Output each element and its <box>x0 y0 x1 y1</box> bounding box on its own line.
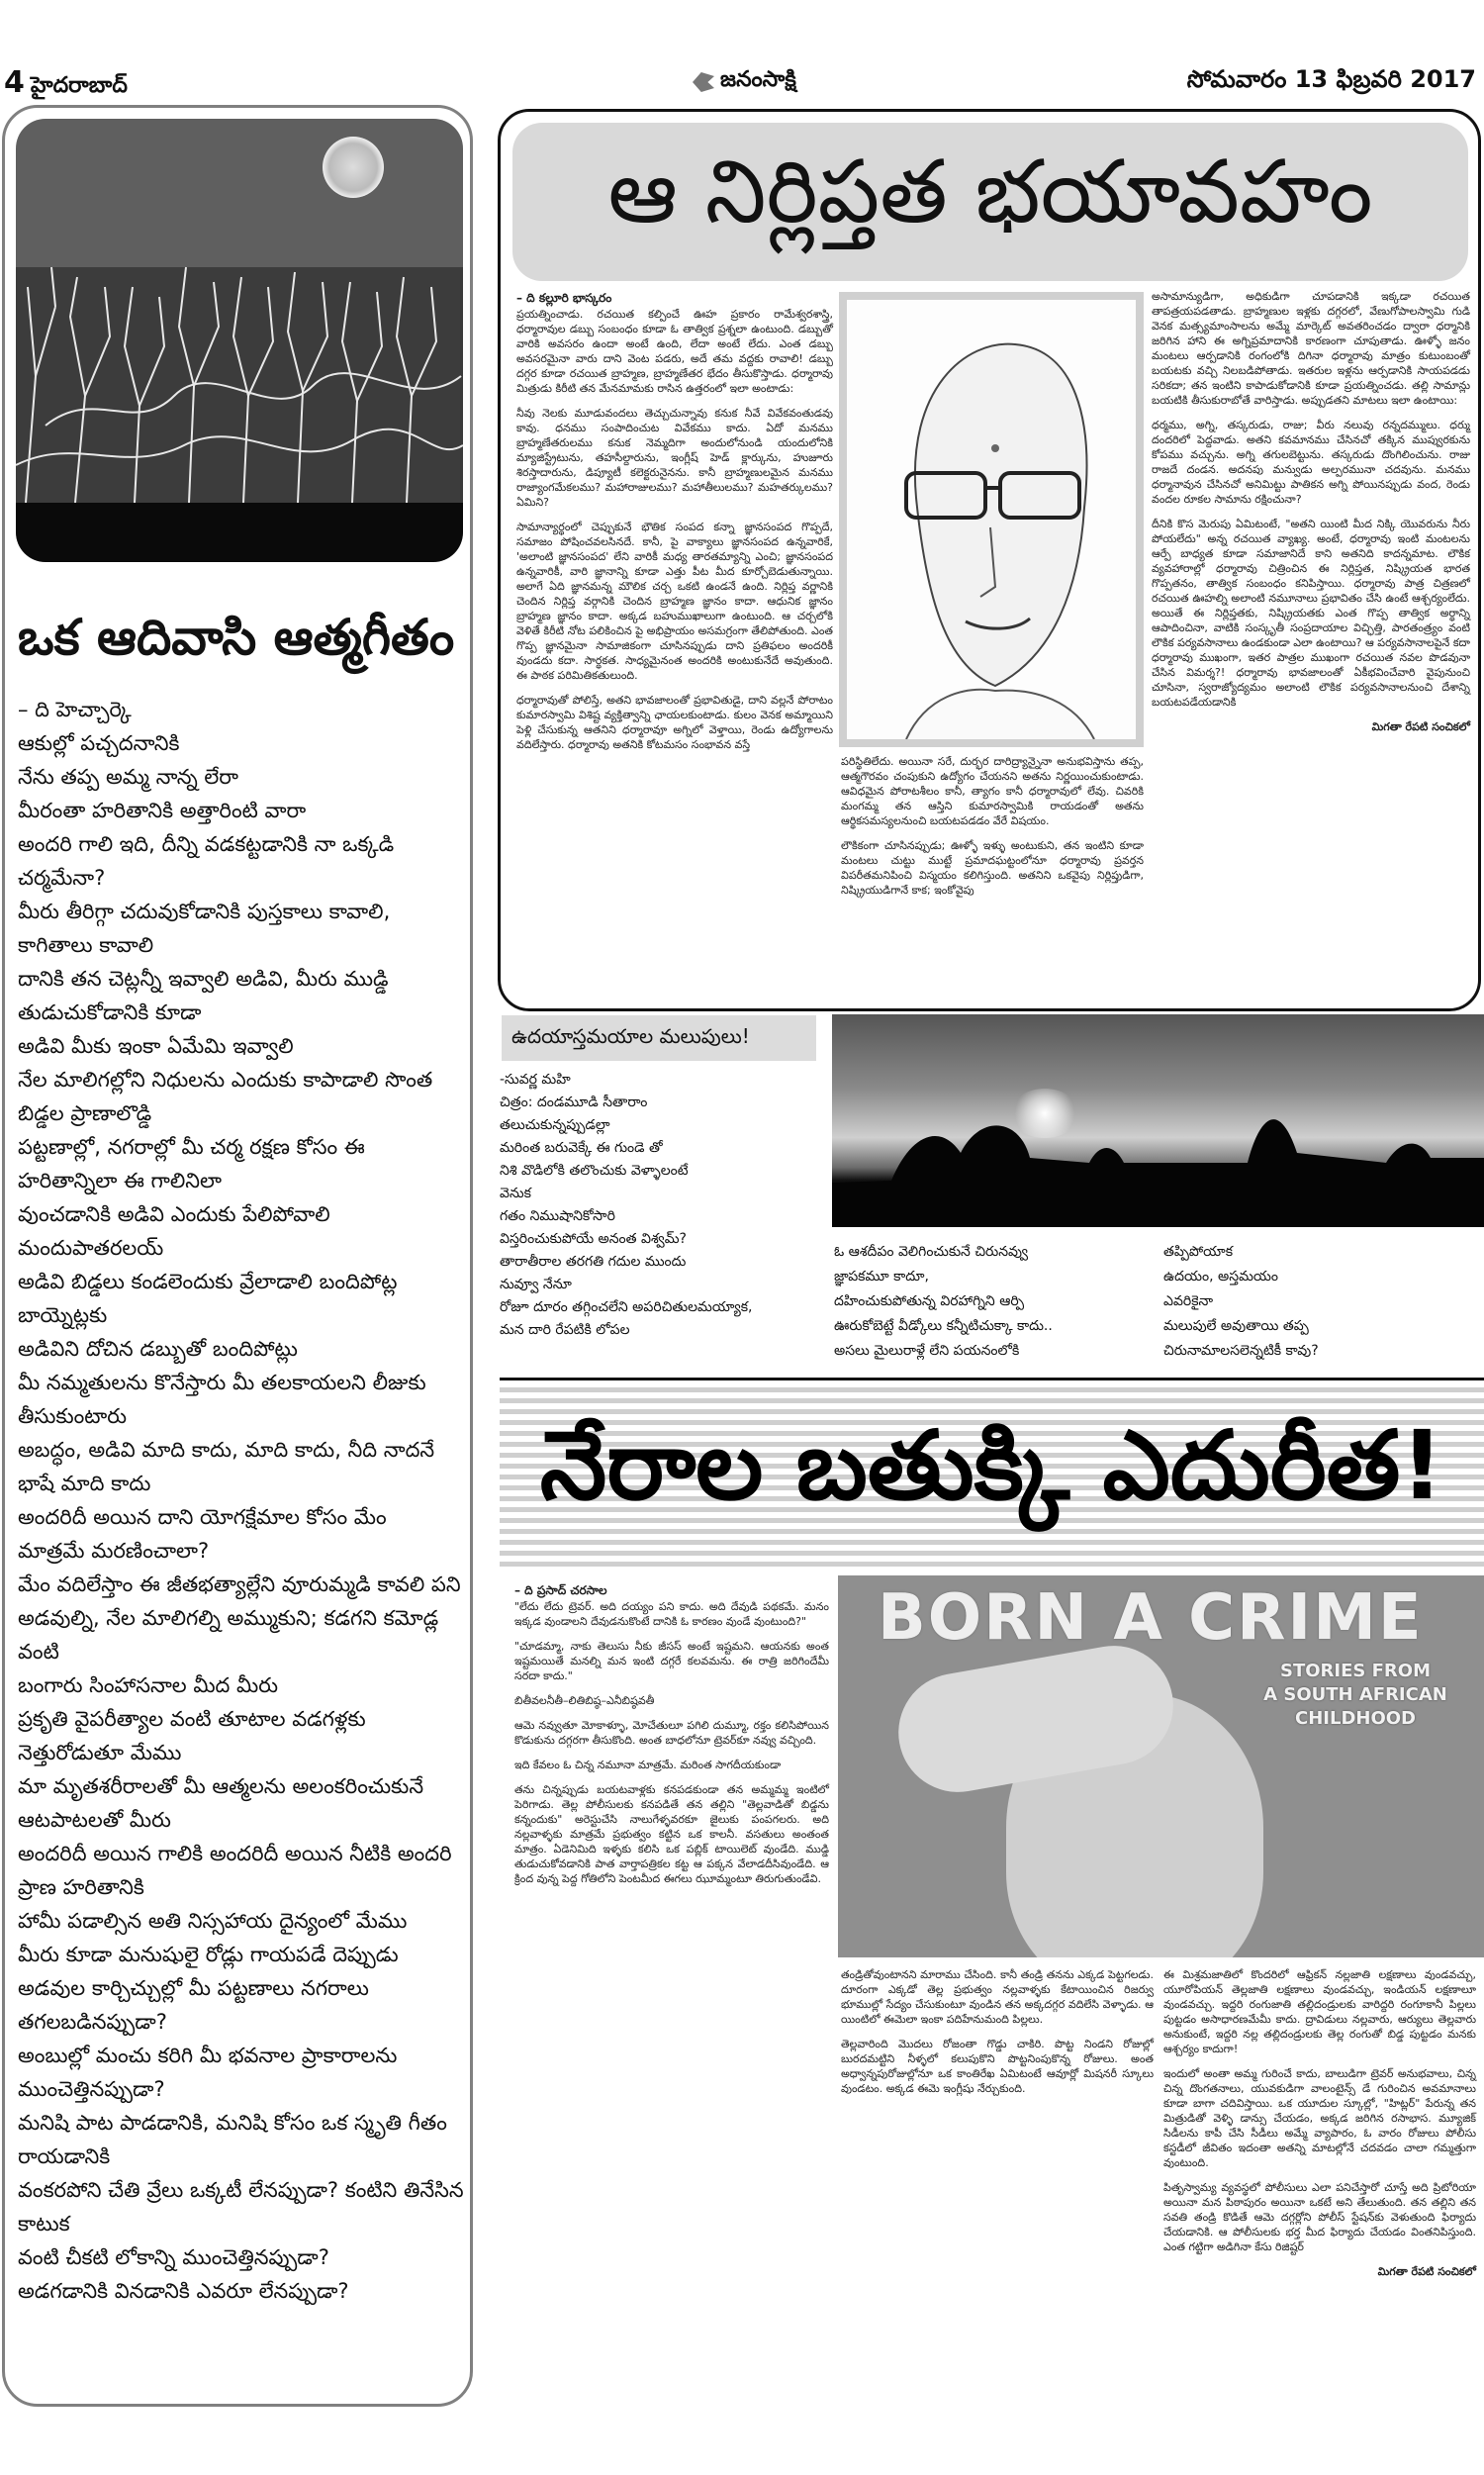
portrait-sketch <box>847 300 1136 739</box>
book-cover-image <box>838 1575 1484 1957</box>
poem-2-col2-lines <box>834 1240 1153 1364</box>
paragraph: ఆమె నవ్వుతూ మోకాళ్ళూ, మోచేతులూ పగిలి దుమ్మూ, రక్తం కలిసిపోయిన కొడుకును దగ్గరగా తీసుకొంది. అంత బాధలోనూ ట్రెవర్‌కూ నవ్వు వచ్చింది. <box>514 1719 829 1747</box>
paragraph: అసామాన్యుడిగా, అధికుడిగా చూపడానికి ఇక్కడా రచయిత తాపత్రయపడతాడు. బ్రాహ్మణుల ఇళ్లకు దగ్గరలో, వేణుగోపాలస్వామి గుడి వెనక మత్స్యమాంసాలను అమ్మే మార్కెట్ అవతరించడం ద్వారా ధర్మానికి జరిగిన హాని ఈ అగ్నిప్రమాదానికి కారణంగా చూపుతాడు. ఊళ్ళో జనం మంటలు ఆర్పడానికి రంగంలోకి దిగినా ధర్మారావు మాత్రం కుటుంబంతో బయటకు వచ్చి నిలబడిపోతాడు. ఇతరుల ఇళ్లను ఆర్పడానికి సాయపడడు సరికదా; తన ఇంటిని కాపాడుకోడానికి కూడా ప్రయత్నించడు. తల్లి సామాన్లు బయటికి తీసుకురాబోతే వారిస్తాడు. అప్పుడతని మాటలు ఇలా ఉంటాయి: <box>1152 290 1470 407</box>
continued-note: మిగతా రేపటి సంచికలో <box>1377 2265 1476 2278</box>
poem-line: అడవుల్ని, నేల మాలిగల్ని అమ్ముకుని; కడగని కమోడ్ల <box>18 1606 439 1630</box>
poem-illustration <box>16 119 463 562</box>
poem-line: ముంచెత్తినప్పుడా? <box>18 2077 165 2101</box>
poem-line: పట్టణాల్లో, నగరాల్లో మీ చర్మ రక్షణ కోసం ఈ <box>18 1135 365 1159</box>
section-divider <box>500 1378 1484 1380</box>
poem-2-col1-lines <box>500 1114 826 1342</box>
poem-line: బంగారు సింహాసనాల మీద మీరు <box>18 1673 278 1697</box>
poem-line: ఆకుల్లో పచ్చదనానికి <box>18 731 180 755</box>
poem-line: మందుపాతరలయ్ <box>18 1236 164 1260</box>
poem-line: వుంచడానికి అడివి ఎందుకు పేలిపోవాలి <box>18 1202 330 1226</box>
poem-2-col3-lines <box>1163 1240 1480 1364</box>
article-1-column-1 <box>516 289 833 762</box>
poem-title: ఒక ఆదివాసి ఆత్మగీతం <box>18 609 455 666</box>
poem-line: తుడుచుకోడానికి కూడా <box>18 1000 202 1024</box>
treeline-silhouette <box>832 1014 1484 1227</box>
paragraph: ఇది కేవలం ఓ చిన్న నమూనా మాత్రమే. మరింత సాగదీయకుండా <box>514 1759 782 1771</box>
book-subtitle-line: STORIES FROM <box>1280 1661 1431 1681</box>
paragraph: ఈ మిశ్రమజాతిలో కొందరిలో ఆఫ్రికన్ నల్లజాతి లక్షణాలు వుండవచ్చు, యూరోపియన్ తెల్లజాతి లక్షణాలు వుండవచ్చు, ఇండియన్ లక్షణాలూ వుండవచ్చు. ఇద్దరి రంగుజాతి తల్లిదండ్రులకు వారిద్దరి రంగూకానీ పిల్లలు పుట్టడం అసాధారణమేమీ కాదు. ద్రావిడులు నల్లవారు, ఆర్యులు తెల్లవారు అనుకుంటే, ఇద్దరి నల్ల తల్లిదండ్రులకు తెల్ల రంగుతో బిడ్డ పుట్టడం మనకు ఆశ్చర్యం కాదుగా! <box>1163 1968 1476 2055</box>
poem-line: రాయడానికి <box>18 2144 111 2168</box>
poem-line: దానికి తన చెట్లన్నీ ఇవ్వాలి అడివి, మీరు ముడ్డి <box>18 967 389 991</box>
book-subtitle-line: CHILDHOOD <box>1295 1708 1416 1729</box>
paragraph: ధర్మారావుతో పోలిస్తే, అతని భావజాలంతో ప్రభావితుడై, దాని వల్లనే పోరాటం కుమారస్వామి విశిష్ట వ్యక్తిత్వాన్ని ఛాయలకుంటాడు. కులం వెనక అమ్మాయిని పెళ్లి చేసుకున్న ఆతనిని ధర్మారావూ అగ్నిలో వెళ్తాయి, రెండు ఉద్యోగాలను వదిలేస్తారు. ధర్మారావు అతనికి కోటమసం సంభావన వస్తే <box>516 694 833 751</box>
article-2-col3-paragraphs <box>1163 1967 1476 2254</box>
paragraph: ఇందులో అంతా అమ్మ గురించే కాదు, బాలుడిగా ట్రెవర్ అనుభవాలు, చిన్న చిన్న దొంగతనాలు, యువకుడిగా వాలంటైన్స్ డే గురించిన అవమానాలు కూడా బాగా చదివిస్తాయి. ఒక యూదుల స్కూల్లో, "హిట్లర్" పేరున్న తన మిత్రుడితో వెళ్ళి డాన్సు చేయడం, అక్కడ జరిగిన రసాభాస. మ్యూజిక్ సిడీలను కాపీ చేసి సీడీలు అమ్మే వ్యాపారం, ఓ వారం రోజులు పోలీసు కస్టడీలో జీవితం ఇదంతా అతన్ని మాటల్లోనే చదవడం చాలా గమ్మత్తుగా వుంటుంది. <box>1163 2067 1476 2169</box>
article-1-column-2 <box>841 754 1144 907</box>
article-2-col2-paragraphs <box>841 1967 1154 2096</box>
poem-line: అడివి బిడ్డలు కండలెందుకు వ్రేలాడాలి బందిపోట్ల <box>18 1270 398 1293</box>
masthead-title: జనంసాక్షి <box>720 67 796 92</box>
paragraph: లౌకికంగా చూసినప్పుడు; ఊళ్ళో ఇళ్ళు అంటుకుని, తన ఇంటిని కూడా మంటలు చుట్టు ముట్టే ప్రమాదఘట్టంలోనూ ధర్మారావు ప్రవర్తన విపరీతమనిపించి విస్మయం కలిగిస్తుంది. అతనిని ఒకవైపు నిర్లిప్తుడిగా, నిష్క్రియుడిగానే కాక; ఇంకోవైపు <box>841 839 1144 897</box>
poem-line: ఆటపాటలతో మీరు <box>18 1808 171 1832</box>
poem-line: అడివిని దోచిన డబ్బుతో బందిపోట్లు <box>18 1337 298 1361</box>
edition-city: హైదరాబాద్ <box>30 73 128 98</box>
paragraph: తను చిన్నప్పుడు బయటవాళ్లకు కనపడకుండా తన అమ్మమ్మ ఇంటిలో పెరిగాడు. తెల్ల పోలీసులకు కనపడితే తన తల్లిని "తెల్లవాడితో బిడ్డను కన్నందుకు" అరెస్టుచేసి నాలుగేళ్ళవరకూ జైలుకు పంపగలరు. అది నల్లవాళ్ళకు మాత్రమే ప్రభుత్వం కట్టిన ఒక కాలనీ. వసతులు అంతంత మాత్రం. ఏడెనిమిది ఇళ్ళకు కలిసి ఒక పబ్లిక్ టాయిలెట్ వుండేది. ముడ్డి తుడుచుకోవడానికి పాత వార్తాపత్రికల కట్ట ఆ పక్కన వేలాడదీసివుండేది. ఆ క్రింద వున్న పెద్ద గోతిలోని పెంటమీద ఈగలు ఝూమ్మంటూ తిరుగుతుండేవి. <box>514 1783 829 1885</box>
poem-line: నేల మాలిగల్లోని నిధులను ఎందుకు కాపాడాలి సొంత <box>18 1068 433 1092</box>
article-1-col1-paragraphs <box>516 307 833 752</box>
poem-line: అడవుల కార్చిచ్చుల్లో మీ పట్టణాలు నగరాలు <box>18 1976 369 2000</box>
paragraph: పితృస్వామ్య వ్యవస్థలో పోలీసులు ఎలా పనిచేస్తారో చూస్తే అది ప్రిటోరియా అయినా మన పిఠాపురం అయినా ఒకటే అని తేలుతుంది. తన తల్లిని తన సవతి తండ్రి కొడితే ఆమె దగ్గర్లోని పోలీస్ స్టేషన్‌కు వెళుతుంది ఫిర్యాదు చేయడానికి. ఆ పోలీసులకు భర్త మీద ఫిర్యాదు చేయడం వింతనిపిస్తుంది. ఎంత గట్టిగా అడిగినా కేసు రిజిష్టర్ <box>1163 2181 1476 2253</box>
poem-line: తలుచుకున్నప్పుడల్లా <box>500 1117 610 1133</box>
poem-line: మనిషి పాట పాడడానికి, మనిషి కోసం ఒక స్మృతి గీతం <box>18 2111 447 2135</box>
poem-line: రోజూ దూరం తగ్గించలేని అపరిచితులమయ్యాక, <box>500 1299 753 1315</box>
forest-illustration <box>16 228 463 503</box>
article-2-byline: – ది ప్రసాద్ చరసాల <box>514 1583 607 1597</box>
poem-line: మలుపులే అవుతాయి తప్ప <box>1163 1318 1309 1334</box>
paragraph: "లేదు లేదు ట్రెవర్. అది దయ్యం పని కాదు. అది దేవుడి పథకమే. మనం ఇక్కడ వుండాలని దేవుడనుకొంటే దానికి ఓ కారణం వుండే వుంటుంది?" <box>514 1600 829 1628</box>
article-2-col1-paragraphs <box>514 1599 829 1772</box>
poem-body <box>18 693 469 2308</box>
poem-line: వంకరపోని చేతి వ్రేలు ఒక్కటీ లేనప్పుడా? కంటిని తినేసిన <box>18 2178 464 2202</box>
article-1-col3-paragraphs <box>1152 289 1470 710</box>
poem-line: అడివి మీకు ఇంకా ఏమేమి ఇవ్వాలి <box>18 1034 294 1058</box>
article-2-column-3 <box>1163 1967 1476 2279</box>
book-subtitle <box>1256 1660 1454 1731</box>
paragraph: ప్రయత్నించాడు. రచయిత కల్పించే ఊహ ప్రకారం రామేశ్వరశాస్త్రి, ధర్మారావుల డబ్బు సంబంధం కూడా ఓ తాత్విక ప్రశ్నలా ఉంటుంది. డబ్బుతో వారికి అవసరం ఉందా అంటే ఉంది, లేదా అంటే లేదు. ఎంత డబ్బు అవసరమైనా వారు దాని వెంట పడరు, అదే తమ వద్దకు రావాలి! డబ్బు దగ్గర కూడా రచయిత బ్రాహ్మణ, బ్రాహ్మణేతర భేదం తీసుకొస్తాడు. ధర్మారావు మిత్రుడు కిరీటి తన మేనమామకు రాసిన ఉత్తరంలో ఇలా అంటాడు: <box>516 308 833 395</box>
article-1-col2-paragraphs <box>841 754 1144 898</box>
article-2-headline: నేరాల బతుక్కి ఎదురీత! <box>539 1410 1444 1521</box>
poem-line: జ్ఞాపకమూ కాదూ, <box>834 1269 929 1285</box>
poem-line: విస్తరించుకుపోయే అనంత విశ్వమ్? <box>500 1231 687 1247</box>
paragraph: పరిస్థితిలేదు. అయినా సరే, దుర్భర దారిద్ర్యాన్నైనా అనుభవిస్తాను తప్ప, ఆత్మగౌరవం చంపుకుని ఉద్యోగం చేయనని అతను నిర్ణయించుకుంటాడు. ఆవిధమైన పోరాటశీలం కానీ, త్యాగం కానీ ధర్మారావులో లేవు. చివరికి మంగమ్మ తన ఆస్తిని కుమారస్వామికి రాయడంతో అతను ఆర్థికసమస్యలనుంచి బయటపడడం వేరే విషయం. <box>841 755 1144 827</box>
poem-line: చిరునామాలసలెన్నటికీ కావు? <box>1163 1343 1319 1359</box>
poem-line: భాషే మాది కాదు <box>18 1472 151 1495</box>
paragraph: బితీవలనీతీ–లితిబిష్ఠ–ఎనీబిష్ఠవతీ <box>514 1694 655 1707</box>
poem-line: తారాతీరాల తరగతి గదుల ముందు <box>500 1254 687 1270</box>
poem-line: కాగితాలు కావాలి <box>18 933 154 957</box>
book-title: BORN A CRIME <box>878 1581 1424 1655</box>
poem-line: ఓ ఆశదీపం వెలిగించుకునే చిరునవ్వు <box>834 1244 1029 1260</box>
article-2-col1b-paragraphs <box>514 1782 829 1886</box>
article-1-column-3 <box>1152 289 1470 734</box>
poem-line: తీసుకుంటారు <box>18 1404 127 1428</box>
issue-date: సోమవారం 13 ఫిబ్రవరి 2017 <box>1186 65 1476 93</box>
poem-line: అందరి గాలి ఇది, దీన్ని వడకట్టడానికి నా ఒక్కడి <box>18 832 395 856</box>
poem-line: మరింత బరువెక్కే ఈ గుండె తో <box>500 1140 663 1156</box>
paragraph: నీవు నెలకు మూడువందలు తెచ్చుచున్నావు కనుక నీవే వివేకవంతుడవు కావు. ధనము సంపాదించుట వివేకము కాదు. ఏదో మనము బ్రాహ్మణేతరులము కనుక నెమ్మదిగా అందులోనుండి యందులోనికి మ్యాజిస్ట్రేటును, తహసీల్దారును, ఇంగ్లీష్ హెడ్ క్లార్కును, హుజూరు శిరస్తాదారును, డిప్యూటీ కలెక్టరునైనను. కానీ బ్రాహ్మణులమైన మనము రాజ్యాంగమేకలము? మహారాజులము? మహాతీలులము? మహతర్కులము? ఏమిని? <box>516 407 833 509</box>
poem-line: ఎవరికైనా <box>1163 1293 1214 1309</box>
portrait-sketch-icon <box>847 300 1136 739</box>
poem-line: వెనుక <box>500 1186 531 1201</box>
poem-line: నేను తప్ప అమ్మ నాన్న లేరా <box>18 765 238 789</box>
poem-line: హరితాన్నిలా ఈ గాలినిలా <box>18 1169 223 1192</box>
poem-author: – ది హెచ్చార్కె <box>18 698 132 721</box>
continued-note: మిగతా రేపటి సంచికలో <box>1371 720 1470 733</box>
poem-line: ప్రాణ హరితానికి <box>18 1875 144 1899</box>
poem-2-column-3 <box>1163 1240 1480 1364</box>
poem-line: నువ్వూ నేనూ <box>500 1277 572 1292</box>
page-number: 4 <box>4 65 25 100</box>
poem-line: అబద్ధం, అడివి మాది కాదు, మాది కాదు, నీది నాదనే <box>18 1438 435 1462</box>
poem-line: వంటి చీకటి లోకాన్ని ముంచెత్తినప్పుడా? <box>18 2245 329 2269</box>
article-2-column-1 <box>514 1581 829 1896</box>
poem-2-column-2 <box>834 1240 1153 1364</box>
sunset-photo <box>832 1014 1484 1227</box>
paragraph: "చూడమ్మా, నాకు తెలుసు నీకు జీసస్ అంటే ఇష్టమని. ఆయనకు అంత ఇష్టమయితే మనల్ని మన ఇంటి దగ్గరే కలవమను. ఈ రాత్రి జరిగిందేమీ సరదా కాదు." <box>514 1640 829 1682</box>
poem-line: కాటుక <box>18 2212 70 2236</box>
poem-line: దహించుకుపోతున్న విరహాగ్నిని ఆర్పి <box>834 1293 1025 1309</box>
poem-line: ఉదయం, అస్తమయం <box>1163 1269 1278 1285</box>
paragraph: తండ్రితోవుంటానని మారాము చేసింది. కానీ తండ్రి తనను ఎక్కడ పెట్టగలడు. దూరంగా ఎక్కడో తెల్ల ప్రభుత్వం నల్లవాళ్ళకు కేటాయించిన రిజర్వు భూముల్లో సేద్యం చేసుకుంటూ వుండిన తన అక్కదగ్గర వదిలేసి వెళ్ళాడు. ఆ యింటిలో ఈమెలా ఇంకా పదిహేనుమంది పిల్లలు. <box>841 1968 1154 2026</box>
page-header-left <box>4 65 128 103</box>
paragraph: సామాన్యార్థంలో చెప్పుకునే భౌతిక సంపద కన్నా జ్ఞానసంపద గొప్పదే, సమాజం పోషించవలసినదే. కానీ, పై వాక్యాలు జ్ఞానసంపద ఉన్నవారికే, 'అలాంటి జ్ఞానసంపద' లేని వారికీ మధ్య తారతమ్యాన్ని ఎంచి; జ్ఞానసంపద ఉన్నవారికీ, వారి జ్ఞానాన్ని కూడా ఎత్తు పీట మీద కూర్చోబెడుతున్నాయి. అలాగే ఏది జ్ఞానమన్న మౌలిక చర్చ ఒకటి ఉండనే ఉంది. నిర్లిప్త వర్ణానికి చెందిన నిర్లిప్త వర్గానికి చెందిన బ్రాహ్మణ జ్ఞానం కాదా. ఆధునిక జ్ఞానం బ్రాహ్మణ జ్ఞానం కాదా. అక్కడ బహుముఖాలుగా ఉంటుంది. ఆ చర్చలోకి వెళితే కిరీటి నోట పలికించిన పై అభిప్రాయం అసమగ్రంగా తేలిపోతుంది. ఎంత గొప్ప జ్ఞానమైనా సామాజికంగా చూసినప్పుడు దాని ప్రతిఫలం అందరికీ వుండదు కదా. సార్థకత. సాధ్యమైనంత అందరికి అంటుకునేదే అవుతుంది. ఈ పాఠక పరిమితికతులుంది. <box>516 521 833 682</box>
poem-line: అందరిదీ అయిన దాని యోగక్షేమాల కోసం మేం <box>18 1505 387 1529</box>
poem-2-column-1 <box>500 1069 826 1342</box>
poem-2-title: ఉదయాస్తమయాల మలుపులు! <box>502 1015 816 1061</box>
moon-icon <box>323 137 384 198</box>
paragraph: దీనికి కొస మెరుపు ఏమిటంటే, "అతని యింటి మీద నిక్కి యొవరును నీరు పోయలేదు" అన్న రచయిత వ్యాఖ్య. అంటే, ధర్మారావు ఇంటి మంటలను ఆర్పే బాధ్యత కూడా సమాజానిదే కాని అతనిది కాదన్నమాట. లౌకిక వ్యవహారాల్లో ధర్మారావు చిత్రించిన ఈ నిర్లిప్తత, నిష్క్రియత భారత గొప్పతనం, తాత్విక సంబంధం కనిపిస్తాయి. ధర్మారావు పాత్ర చిత్రణలో రచయిత ఊహల్ని అలాంటి నమూనాలు ప్రభావితం చేసి ఉంటే ఆశ్చర్యంలేదు. అయితే ఈ నిర్లిప్తతకు, నిష్క్రియతకు ఎంత గొప్ప తాత్విక అర్థాన్ని ఆపాదించినా, వాటికి సంస్కృతీ సంప్రదాయాల విచ్ఛిత్తి, పారతంత్ర్యం వంటి లౌకిక పర్యవసానాలు ఉండకుండా ఎలా ఉంటాయి? ఆ పర్యవసానాలపైనే కదా ధర్మారావు ముఖంగా, ఇతర పాత్రల ముఖంగా రచయిత నవల పొడవునా చేసిన విమర్శ?! ధర్మారావు భావజాలంతో ఏకీభవించేవారి వైపునుంచి చూసినా, స్వరాజ్యోద్యమం అలాంటి లౌకిక పర్యవసానాలనుంచి దేశాన్ని బయటపడేయడానికి <box>1152 518 1470 709</box>
poem-line: నిశి వొడిలోకి తలొంచుకు వెళ్ళాలంటే <box>500 1163 689 1179</box>
poem-line: మా మృతశరీరాలతో మీ ఆత్మలను అలంకరించుకునే <box>18 1774 424 1798</box>
article-2-column-2 <box>841 1967 1154 2106</box>
article-1-byline: – ది కల్లూరి భాస్కరం <box>516 291 612 305</box>
poem-line: నెత్తురోడుతూ మేము <box>18 1741 182 1764</box>
poem-line: మాత్రమే మరణించాలా? <box>18 1539 210 1563</box>
poem-line: బిడ్డల ప్రాణాలొడ్డి <box>18 1101 152 1125</box>
poem-line: మన దారి రేపటికి లోపల <box>500 1322 630 1338</box>
poem-line: అసలు మైలురాళ్లే లేని పయనంలోకి <box>834 1343 1020 1359</box>
masthead-logo-icon <box>693 72 714 92</box>
poem-line: ఊరుకోబెట్టే వీడ్కోలు కన్నీటిచుక్కా కాదు.. <box>834 1318 1053 1334</box>
poem-line: ప్రకృతి వైపరీత్యాల వంటి తూటాల వడగళ్లకు <box>18 1707 366 1731</box>
article-1-headline: ఆ నిర్లిప్తత భయావహం <box>512 123 1468 281</box>
poem-lines <box>18 726 469 2308</box>
poem-line: మీరు కూడా మనుషులై రోడ్లు గాయపడే దెప్పుడు <box>18 1943 399 1966</box>
poem-line: మీ నమ్మతులను కొనేస్తారు మీ తలకాయలని లీజుకు <box>18 1371 426 1394</box>
poem-line: తగలబడినప్పుడా? <box>18 2010 167 2034</box>
masthead <box>693 67 796 97</box>
ground-strip <box>16 503 463 562</box>
poem-line: మీరు తీరిగ్గా చదువుకోడానికి పుస్తకాలు కావాలి, <box>18 900 391 923</box>
poem-line: అందరిదీ అయిన గాలికి అందరిదీ అయిన నీటికి అందరి <box>18 1842 452 1865</box>
poem-line: చర్మమేనా? <box>18 866 106 890</box>
paragraph: తెల్లవారింది మొదలు రోజంతా గొడ్డు చాకిరి. పొట్ట నిండని రోజుల్లో బురదమట్టిని నీళ్ళలో కలుపుకొని పొట్టనింపుకొన్న రోజులు. అంత అధ్వాన్నపురోజుల్లోనూ ఒక కాంతిరేఖ ఏమిటంటే ఆవూర్లో మిషనరీ స్కూలు వుండటం. అక్కడ ఈమె ఇంగ్లీషు నేర్చుకుంది. <box>841 2038 1154 2095</box>
poem-line: హామీ పడాల్సిన అతి నిస్సహాయ దైన్యంలో మేము <box>18 1909 408 1933</box>
paragraph: ధర్మము, అగ్ని, తస్కరుడు, రాజు; వీరు నలువు రన్నదమ్ములు. ధర్ము దందరిలో పెద్దవాడు. అతని కవమానము చేసినచో తక్కిన ముప్వురకును కోపము వచ్చును. అగ్ని తగులబెట్టును. తస్కరుడు దొంగిలించును. రాజు రాజదే దండన. అదనపు మన్వుడు అల్పరమునా చదవును. మనము ధర్మానావున చేసినచో అనిమిట్టు పాతికన అగ్ని పోయినప్పుడు వంద, రెండు వందల రూకల సామాను రక్షించునా? <box>1152 419 1470 506</box>
poem-line: అడగడానికి వినడానికి ఎవరూ లేనప్పుడా? <box>18 2279 349 2303</box>
poem-line: తప్పిపోయాక <box>1163 1244 1234 1260</box>
poem-line: బాయ్నెట్లకు <box>18 1303 108 1327</box>
poem-line: గతం నిముషానికోసారి <box>500 1208 615 1224</box>
poem-2-author: -సువర్ణ మహి <box>500 1072 571 1088</box>
book-subtitle-line: A SOUTH AFRICAN <box>1263 1684 1447 1705</box>
author-portrait <box>839 292 1144 747</box>
poem-line: అంబుల్లో మంచు కరిగి మీ భవనాల ప్రాకారాలను <box>18 2044 398 2067</box>
poem-line: వంటి <box>18 1640 59 1664</box>
poem-line: మేం వదిలేస్తాం ఈ జీతభత్యాల్లేని వూరుమ్మడి కావలి పని <box>18 1572 461 1596</box>
poem-line: మీరంతా హరితానికి అత్తారింటి వారా <box>18 799 307 822</box>
poem-2-illustration-credit: చిత్రం: దండమూడి సీతారాం <box>500 1095 648 1110</box>
